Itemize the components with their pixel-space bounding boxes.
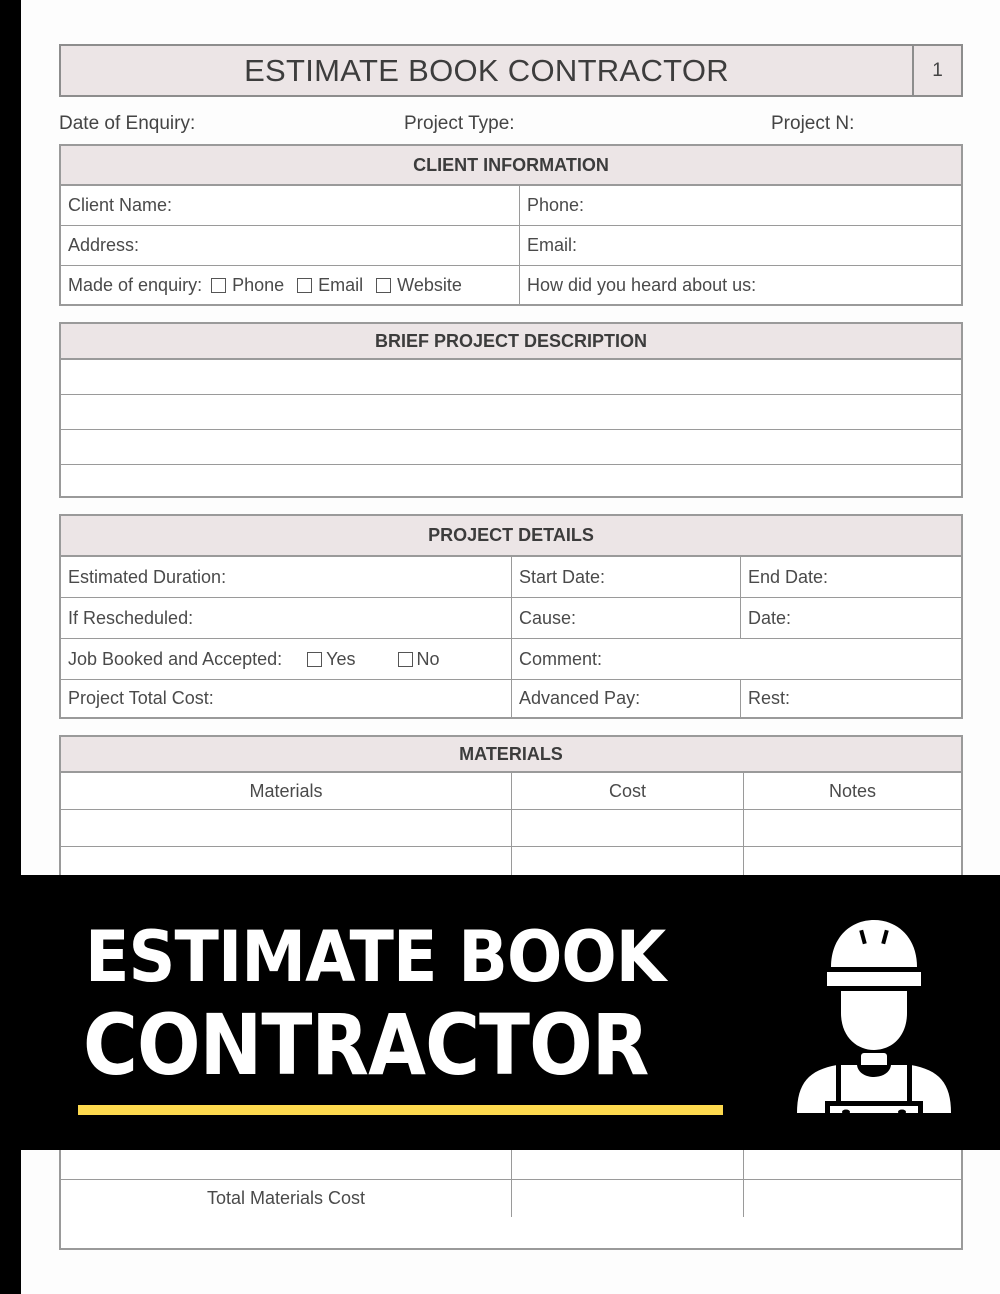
form-title-box — [59, 44, 963, 97]
total-materials-cost-label: Total Materials Cost — [61, 1180, 512, 1217]
job-booked-no-checkbox[interactable] — [398, 652, 413, 667]
cover-banner — [21, 875, 1000, 1150]
enquiry-method-label: Made of enquiry: — [68, 274, 203, 295]
materials-heading: MATERIALS — [61, 737, 961, 773]
description-line-4[interactable] — [61, 465, 961, 496]
brief-project-description-table — [59, 322, 963, 498]
project-number-label[interactable]: Project N: — [771, 113, 855, 134]
job-booked-yes-checkbox[interactable] — [307, 652, 322, 667]
column-header-materials: Materials — [61, 773, 512, 809]
project-total-cost-field[interactable]: Project Total Cost: — [61, 680, 512, 717]
client-information-table — [59, 144, 963, 306]
project-type-label[interactable]: Project Type: — [404, 113, 515, 134]
heard-about-us-field[interactable]: How did you heard about us: — [527, 274, 757, 295]
description-line-2[interactable] — [61, 395, 961, 430]
client-information-heading: CLIENT INFORMATION — [61, 146, 961, 186]
material-cost-cell[interactable] — [512, 810, 744, 846]
end-date-field[interactable]: End Date: — [748, 566, 829, 587]
description-line-3[interactable] — [61, 430, 961, 465]
banner-accent-underline — [78, 1105, 723, 1115]
total-materials-notes-cell[interactable] — [744, 1180, 961, 1217]
table-row — [61, 639, 961, 680]
table-row — [61, 680, 961, 717]
total-materials-row — [61, 1180, 961, 1217]
rest-field[interactable]: Rest: — [748, 688, 791, 708]
if-rescheduled-field[interactable]: If Rescheduled: — [61, 598, 512, 638]
job-booked-cell — [61, 639, 512, 679]
project-details-heading: PROJECT DETAILS — [61, 516, 961, 557]
date-of-enquiry-label[interactable]: Date of Enquiry: — [59, 113, 196, 134]
construction-worker-icon — [779, 915, 969, 1120]
client-name-field[interactable]: Client Name: — [61, 186, 520, 225]
materials-column-headers — [61, 773, 961, 810]
description-line-1[interactable] — [61, 360, 961, 395]
start-date-field[interactable]: Start Date: — [512, 557, 741, 597]
enquiry-email-checkbox[interactable] — [297, 278, 312, 293]
table-row — [61, 810, 961, 847]
job-booked-label: Job Booked and Accepted: — [68, 648, 283, 669]
enquiry-method-cell — [61, 266, 520, 304]
page-number: 1 — [912, 46, 961, 95]
banner-title-line-2: CONTRACTOR — [83, 996, 649, 1094]
brief-description-heading: BRIEF PROJECT DESCRIPTION — [61, 324, 961, 360]
advanced-pay-field[interactable]: Advanced Pay: — [512, 680, 741, 717]
reschedule-date-field[interactable]: Date: — [748, 607, 792, 628]
phone-field[interactable]: Phone: — [527, 195, 585, 215]
comment-field[interactable]: Comment: — [519, 648, 603, 669]
material-notes-cell[interactable] — [744, 810, 961, 846]
book-spine-strip — [0, 0, 21, 1294]
address-field[interactable]: Address: — [61, 226, 520, 265]
table-row — [61, 557, 961, 598]
table-row — [61, 186, 961, 226]
enquiry-phone-label: Phone — [232, 274, 285, 295]
cause-field[interactable]: Cause: — [512, 598, 741, 638]
form-title: ESTIMATE BOOK CONTRACTOR — [244, 52, 729, 88]
table-row — [61, 598, 961, 639]
enquiry-website-label: Website — [397, 274, 462, 295]
column-header-cost: Cost — [512, 773, 744, 809]
table-row — [61, 266, 961, 304]
banner-title-line-1: ESTIMATE BOOK — [85, 916, 666, 998]
estimated-duration-field[interactable]: Estimated Duration: — [61, 557, 512, 597]
enquiry-website-checkbox[interactable] — [376, 278, 391, 293]
email-field[interactable]: Email: — [527, 235, 578, 255]
material-name-cell[interactable] — [61, 810, 512, 846]
column-header-notes: Notes — [828, 780, 877, 801]
table-row — [61, 226, 961, 266]
project-details-table — [59, 514, 963, 719]
job-booked-yes-label: Yes — [326, 648, 356, 669]
enquiry-email-label: Email — [318, 274, 364, 295]
job-booked-no-label: No — [416, 648, 440, 669]
total-materials-cost-cell[interactable] — [512, 1180, 744, 1217]
enquiry-phone-checkbox[interactable] — [211, 278, 226, 293]
